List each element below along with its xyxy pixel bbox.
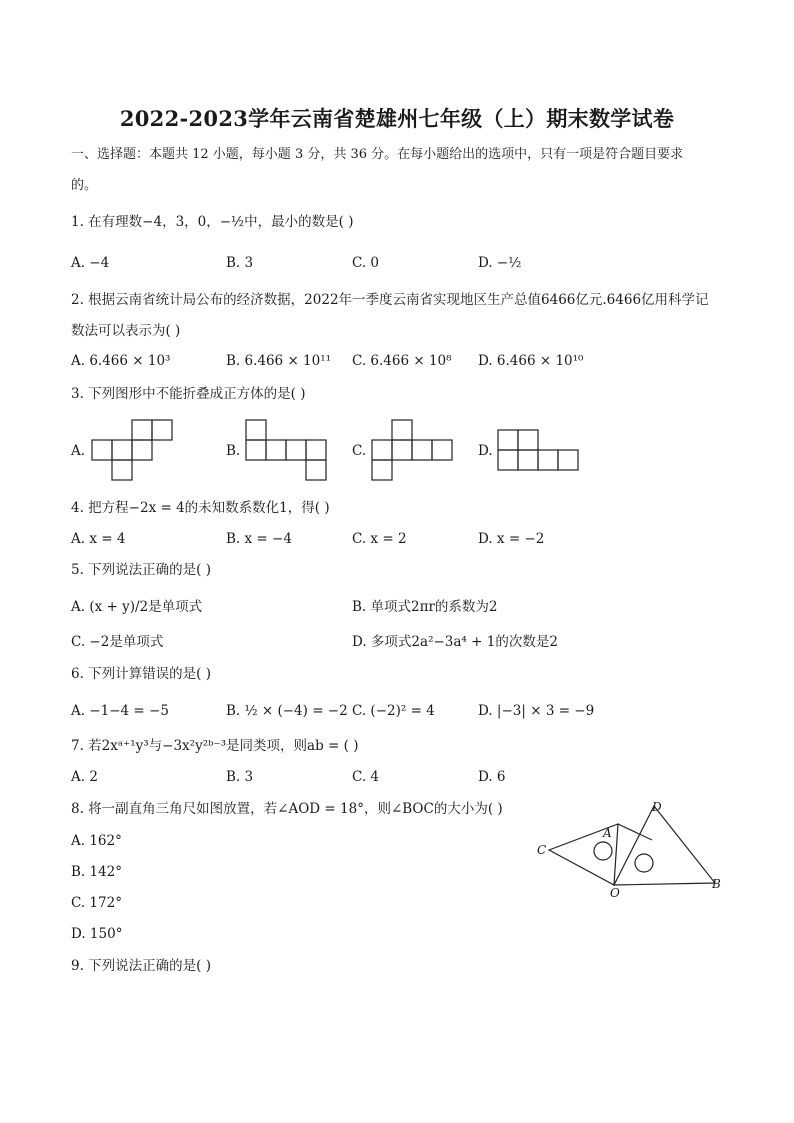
question-1-option-c: C. 0 [352, 255, 380, 271]
question-2-stem-line1: 2. 根据云南省统计局公布的经济数据，2022年一季度云南省实现地区生产总值6466亿元.6466亿用科学记 [71, 292, 709, 308]
question-5-option-c: C. −2是单项式 [71, 634, 164, 650]
question-1-stem: 1. 在有理数−4，3，0，−½中，最小的数是( ) [71, 214, 354, 230]
question-6-option-d: D. |−3| × 3 = −9 [478, 703, 595, 719]
question-3-option-b-label: B. [226, 443, 241, 459]
question-3-stem: 3. 下列图形中不能折叠成正方体的是( ) [71, 386, 306, 402]
question-5-option-b: B. 单项式2πr的系数为2 [352, 599, 498, 615]
triangle-hole-left [594, 842, 612, 860]
section-instructions-line1: 一、选择题：本题共 12 小题，每小题 3 分，共 36 分。在每小题给出的选项中，只有一项是符合题目要求 [71, 147, 684, 162]
question-3-option-d-label: D. [478, 443, 493, 459]
question-4-option-d: D. x = −2 [478, 531, 545, 547]
question-9-stem: 9. 下列说法正确的是( ) [71, 958, 211, 974]
triangle-hole-right [635, 854, 653, 872]
cube-net-d [498, 429, 580, 471]
set-square-figure [530, 796, 730, 900]
cube-net-c [372, 419, 454, 481]
question-7-option-a: A. 2 [71, 769, 98, 785]
question-6-option-a: A. −1−4 = −5 [71, 703, 169, 719]
question-2-option-a: A. 6.466 × 10³ [71, 353, 171, 369]
question-4-stem: 4. 把方程−2x = 4的未知数系数化1，得( ) [71, 500, 330, 516]
point-label-d: D [652, 800, 662, 814]
question-2-option-d: D. 6.466 × 10¹⁰ [478, 353, 584, 369]
question-1-option-b: B. 3 [226, 255, 254, 271]
question-7-option-b: B. 3 [226, 769, 254, 785]
question-4-option-b: B. x = −4 [226, 531, 292, 547]
page-title: 2022-2023学年云南省楚雄州七年级（上）期末数学试卷 [119, 106, 675, 131]
section-instructions-line2: 的。 [71, 178, 98, 193]
question-5-stem: 5. 下列说法正确的是( ) [71, 562, 211, 578]
question-7-option-d: D. 6 [478, 769, 506, 785]
question-8-option-a: A. 162° [71, 833, 122, 849]
cube-net-b [246, 419, 328, 481]
question-3-option-c-label: C. [352, 443, 367, 459]
point-label-a: A [603, 826, 612, 840]
question-5-option-a: A. (x + y)/2是单项式 [71, 599, 203, 615]
question-2-option-c: C. 6.466 × 10⁸ [352, 353, 452, 369]
question-5-option-d: D. 多项式2a²−3a⁴ + 1的次数是2 [352, 634, 558, 650]
question-4-option-c: C. x = 2 [352, 531, 407, 547]
question-8-option-b: B. 142° [71, 864, 123, 880]
question-7-option-c: C. 4 [352, 769, 380, 785]
cube-net-a [92, 419, 174, 481]
point-label-c: C [537, 843, 547, 857]
question-4-option-a: A. x = 4 [71, 531, 126, 547]
question-1-option-a: A. −4 [71, 255, 110, 271]
question-3-option-a-label: A. [71, 443, 86, 459]
question-8-option-d: D. 150° [71, 926, 123, 942]
question-7-stem: 7. 若2xᵃ⁺¹y³与−3x²y²ᵇ⁻³是同类项，则ab = ( ) [71, 738, 359, 754]
question-6-option-b: B. ½ × (−4) = −2 [226, 703, 348, 719]
point-label-b: B [712, 877, 721, 891]
triangle-dob [614, 806, 715, 885]
question-1-option-d: D. −½ [478, 255, 522, 271]
question-2-option-b: B. 6.466 × 10¹¹ [226, 353, 332, 369]
question-8-option-c: C. 172° [71, 895, 122, 911]
point-label-o: O [610, 886, 620, 900]
question-6-stem: 6. 下列计算错误的是( ) [71, 666, 211, 682]
question-2-stem-line2: 数法可以表示为( ) [71, 323, 181, 339]
question-6-option-c: C. (−2)² = 4 [352, 703, 435, 719]
question-8-stem: 8. 将一副直角三角尺如图放置，若∠AOD = 18°，则∠BOC的大小为( ) [71, 801, 503, 817]
